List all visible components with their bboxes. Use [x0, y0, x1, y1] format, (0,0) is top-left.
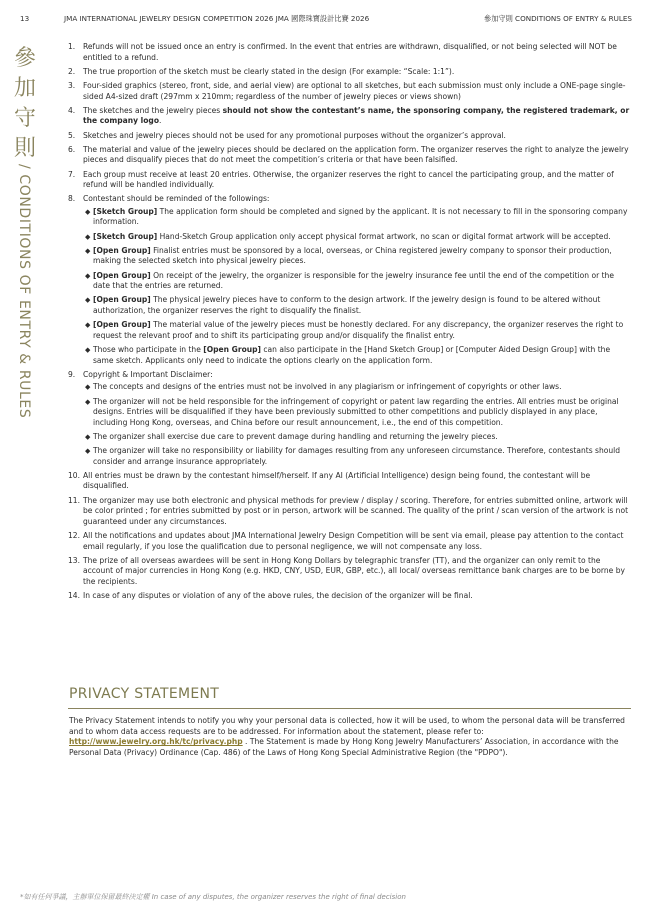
- bullet-icon: ◆: [85, 246, 91, 255]
- sidebar-char: 則: [13, 136, 36, 161]
- bullet-text: The organizer will not be held responsible for the infringement of copyright or patent law regarding the entries. All entries must be original designs. Entries will be disqualified if they have been previously submitted to other competitions and publicly displayed in any place, including Hong Kong, overseas, and China before our result announcement, i.e., the end of this competition.: [93, 396, 619, 427]
- rule-number: 3.: [68, 80, 76, 90]
- page-header: [20, 14, 632, 28]
- rule-number: 11.: [68, 495, 81, 505]
- rule-text: Refunds will not be issued once an entry is confirmed. In the event that entries are withdrawn, disqualified, or not being selected will NOT be entitled to a refund.: [83, 42, 617, 62]
- sidebar-char: 守: [13, 106, 36, 131]
- bullet-icon: ◆: [85, 383, 91, 392]
- bullet-text: Hand-Sketch Group application only accept physical format artwork, no scan or digital format artwork will be accepted.: [157, 231, 611, 241]
- bullet-item: [83, 246, 631, 267]
- rules-content: [68, 42, 631, 605]
- rule-item: [68, 471, 631, 492]
- rule-number: 6.: [68, 144, 76, 154]
- rule-item: [68, 370, 631, 468]
- section-title: 參加守則 CONDITIONS OF ENTRY & RULES: [484, 14, 632, 23]
- bullet-item: [83, 295, 631, 316]
- bullet-icon: ◆: [85, 432, 91, 441]
- rule-number: 13.: [68, 555, 81, 565]
- privacy-text: . The Statement is made by Hong Kong Jewelry Manufacturers’ Association, in accordance with the Personal Data (Privacy) Ordinance (Cap. 486) of the Laws of Hong Kong Special Administrative Region (the "PDPO").: [69, 737, 619, 757]
- group-label: [Open Group]: [93, 295, 151, 305]
- bullet-item: [83, 397, 631, 429]
- rule-number: 12.: [68, 531, 81, 541]
- bullet-item: [83, 345, 631, 366]
- sidebar-char: 加: [13, 76, 36, 101]
- rules-list: [68, 42, 631, 602]
- rule-number: 1.: [68, 42, 76, 51]
- bullet-item: [83, 432, 631, 443]
- bullet-icon: ◆: [85, 296, 91, 305]
- bullet-icon: ◆: [85, 397, 91, 406]
- rule-text: Four-sided graphics (stereo, front, side, and aerial view) are optional to all sketches, but each submission must only include a ONE-page single-sided A4-sized draft (297mm x 210mm; regardless of the number of jewelry pieces or views shown): [83, 80, 626, 101]
- bullet-icon: ◆: [85, 321, 91, 330]
- privacy-link[interactable]: http://www.jewelry.org.hk/tc/privacy.php: [69, 737, 243, 747]
- bullet-item: [83, 320, 631, 341]
- rule-8-bullets: [83, 207, 631, 366]
- sidebar-char: 參: [13, 46, 36, 71]
- competition-title: JMA INTERNATIONAL JEWELRY DESIGN COMPETITION 2026 JMA 國際珠寶設計比賽 2026: [64, 14, 370, 23]
- bullet-item: [83, 232, 631, 243]
- rule-text: The organizer may use both electronic and physical methods for preview / display / scoring. Therefore, for entries submitted online, artwork will be color printed ; for entries submitted by post or in person, artwork will be scanned. The quality of the print / scan version of the artwork is not guaranteed under any circumstances.: [83, 495, 629, 526]
- privacy-divider: [68, 708, 631, 709]
- bullet-text: can also participate in the [Hand Sketch Group] or [Computer Aided Design Group] with the same sketch. Applicants only need to indicate the options clearly on the application form.: [93, 344, 611, 365]
- rule-text: Each group must receive at least 20 entries. Otherwise, the organizer reserves the right to cancel the participating group, and the matter of refund will be handled individually.: [83, 169, 614, 190]
- bullet-text: On receipt of the jewelry, the organizer is responsible for the jewelry insurance fee until the end of the competition or the date that the entries are returned.: [93, 270, 614, 291]
- rule-item: [68, 170, 631, 191]
- privacy-title: PRIVACY STATEMENT: [69, 686, 220, 702]
- rule-item: [68, 194, 631, 366]
- bullet-icon: ◆: [85, 271, 91, 280]
- page-number: 13: [20, 14, 30, 23]
- rule-text: The material and value of the jewelry pieces should be declared on the application form. The organizer reserves the right to analyze the jewelry pieces and disqualify pieces that do not meet the competition’s criteria or that have been falsified.: [83, 144, 629, 165]
- rule-text: .: [159, 116, 162, 126]
- group-label: [Sketch Group]: [93, 231, 158, 241]
- rule-number: 7.: [68, 169, 76, 179]
- bullet-icon: ◆: [85, 232, 91, 241]
- rule-text: The prize of all overseas awardees will be sent in Hong Kong Dollars by telegraphic transfer (TT), and the organizer can only remit to the account of major currencies in Hong Kong (e.g. HKD, CNY, USD, EUR, GBP, etc.), all local/ overseas remittance bank charges are to be borne by the recipients.: [83, 555, 625, 586]
- rule-item: [68, 106, 631, 127]
- rule-item: [68, 591, 631, 602]
- rule-text: The true proportion of the sketch must be clearly stated in the design (For example: “Scale: 1:1”).: [83, 66, 455, 76]
- rule-item: [68, 131, 631, 142]
- rule-item: [68, 531, 631, 552]
- bullet-text: The concepts and designs of the entries must not be involved in any plagiarism or infringement of copyrights or other laws.: [93, 382, 562, 392]
- rule-number: 14.: [68, 591, 81, 601]
- group-label: [Open Group]: [203, 344, 261, 354]
- footer-disclaimer: *如有任何爭議，主辦單位保留最終決定權 In case of any disputes, the organizer reserves the right of final decision: [20, 893, 406, 901]
- bullet-item: [83, 207, 631, 228]
- rule-bold-text: should not show the contestant’s name, the sponsoring company, the registered trademark, or the company logo: [83, 105, 630, 126]
- rule-item: [68, 496, 631, 528]
- rule-text: All the notifications and updates about JMA International Jewelry Design Competition will be sent via email, please pay attention to the contact email regularly, if you lose the qualification due to personal negligence, we will not compensate any loss.: [83, 531, 624, 551]
- bullet-text: The application form should be completed and signed by the applicant. It is not necessary to fill in the sponsoring company information.: [93, 206, 628, 227]
- group-label: [Sketch Group]: [93, 206, 158, 216]
- rule-number: 8.: [68, 194, 76, 204]
- rule-text: All entries must be drawn by the contestant himself/herself. If any AI (Artificial Intelligence) design being found, the contestant will be disqualified.: [83, 470, 591, 491]
- rule-text: Copyright & Important Disclaimer:: [83, 369, 213, 379]
- rule-number: 9.: [68, 369, 76, 379]
- rule-text: Contestant should be reminded of the followings:: [83, 194, 270, 204]
- group-label: [Open Group]: [93, 320, 151, 330]
- sidebar-title-en: / CONDITIONS OF ENTRY & RULES: [16, 164, 32, 419]
- bullet-text: The organizer will take no responsibility or liability for damages resulting from any unforeseen circumstance. Therefore, contestants should consider and arrange insurance appropriately.: [93, 446, 621, 466]
- rule-text: In case of any disputes or violation of any of the above rules, the decision of the organizer will be final.: [83, 591, 473, 601]
- sidebar-title-cjk: [10, 44, 40, 164]
- rule-item: [68, 145, 631, 166]
- bullet-item: [83, 271, 631, 292]
- rule-number: 10.: [68, 470, 81, 480]
- rule-item: [68, 556, 631, 588]
- rule-text: The sketches and the jewelry pieces: [83, 105, 223, 115]
- bullet-item: [83, 446, 631, 467]
- bullet-icon: ◆: [85, 207, 91, 216]
- bullet-text: The organizer shall exercise due care to prevent damage during handling and returning the jewelry pieces.: [93, 431, 498, 441]
- bullet-text: The material value of the jewelry pieces must be honestly declared. For any discrepancy, the organizer reserves the right to request the relevant proof and to shift its participating group and/or disqualify the finalist entry.: [93, 320, 624, 340]
- bullet-icon: ◆: [85, 447, 91, 456]
- bullet-text: Finalist entries must be sponsored by a local, overseas, or China registered jewelry company to sponsor their production, making the selected sketch into physical jewelry pieces.: [93, 245, 612, 266]
- group-label: [Open Group]: [93, 245, 151, 255]
- rule-number: 4.: [68, 105, 76, 115]
- bullet-item: [83, 382, 631, 393]
- rule-item: [68, 81, 631, 102]
- rule-item: [68, 67, 631, 78]
- privacy-text: The Privacy Statement intends to notify you why your personal data is collected, how it will be used, to whom the personal data will be transferred and to whom data access requests are to be addressed. For information about the statement, please refer to:: [69, 716, 625, 736]
- privacy-statement: [69, 716, 629, 758]
- bullet-text: The physical jewelry pieces have to conform to the design artwork. If the jewelry design is found to be altered without authorization, the organizer reserves the right to disqualify the finalist.: [93, 295, 601, 315]
- bullet-icon: ◆: [85, 345, 91, 354]
- bullet-text: Those who participate in the: [93, 344, 204, 354]
- rule-item: [68, 42, 631, 63]
- rule-9-bullets: [83, 382, 631, 467]
- rule-number: 2.: [68, 66, 76, 76]
- sidebar-title: [6, 44, 46, 419]
- rule-number: 5.: [68, 130, 76, 140]
- rule-text: Sketches and jewelry pieces should not be used for any promotional purposes without the organizer’s approval.: [83, 130, 506, 140]
- group-label: [Open Group]: [93, 270, 151, 280]
